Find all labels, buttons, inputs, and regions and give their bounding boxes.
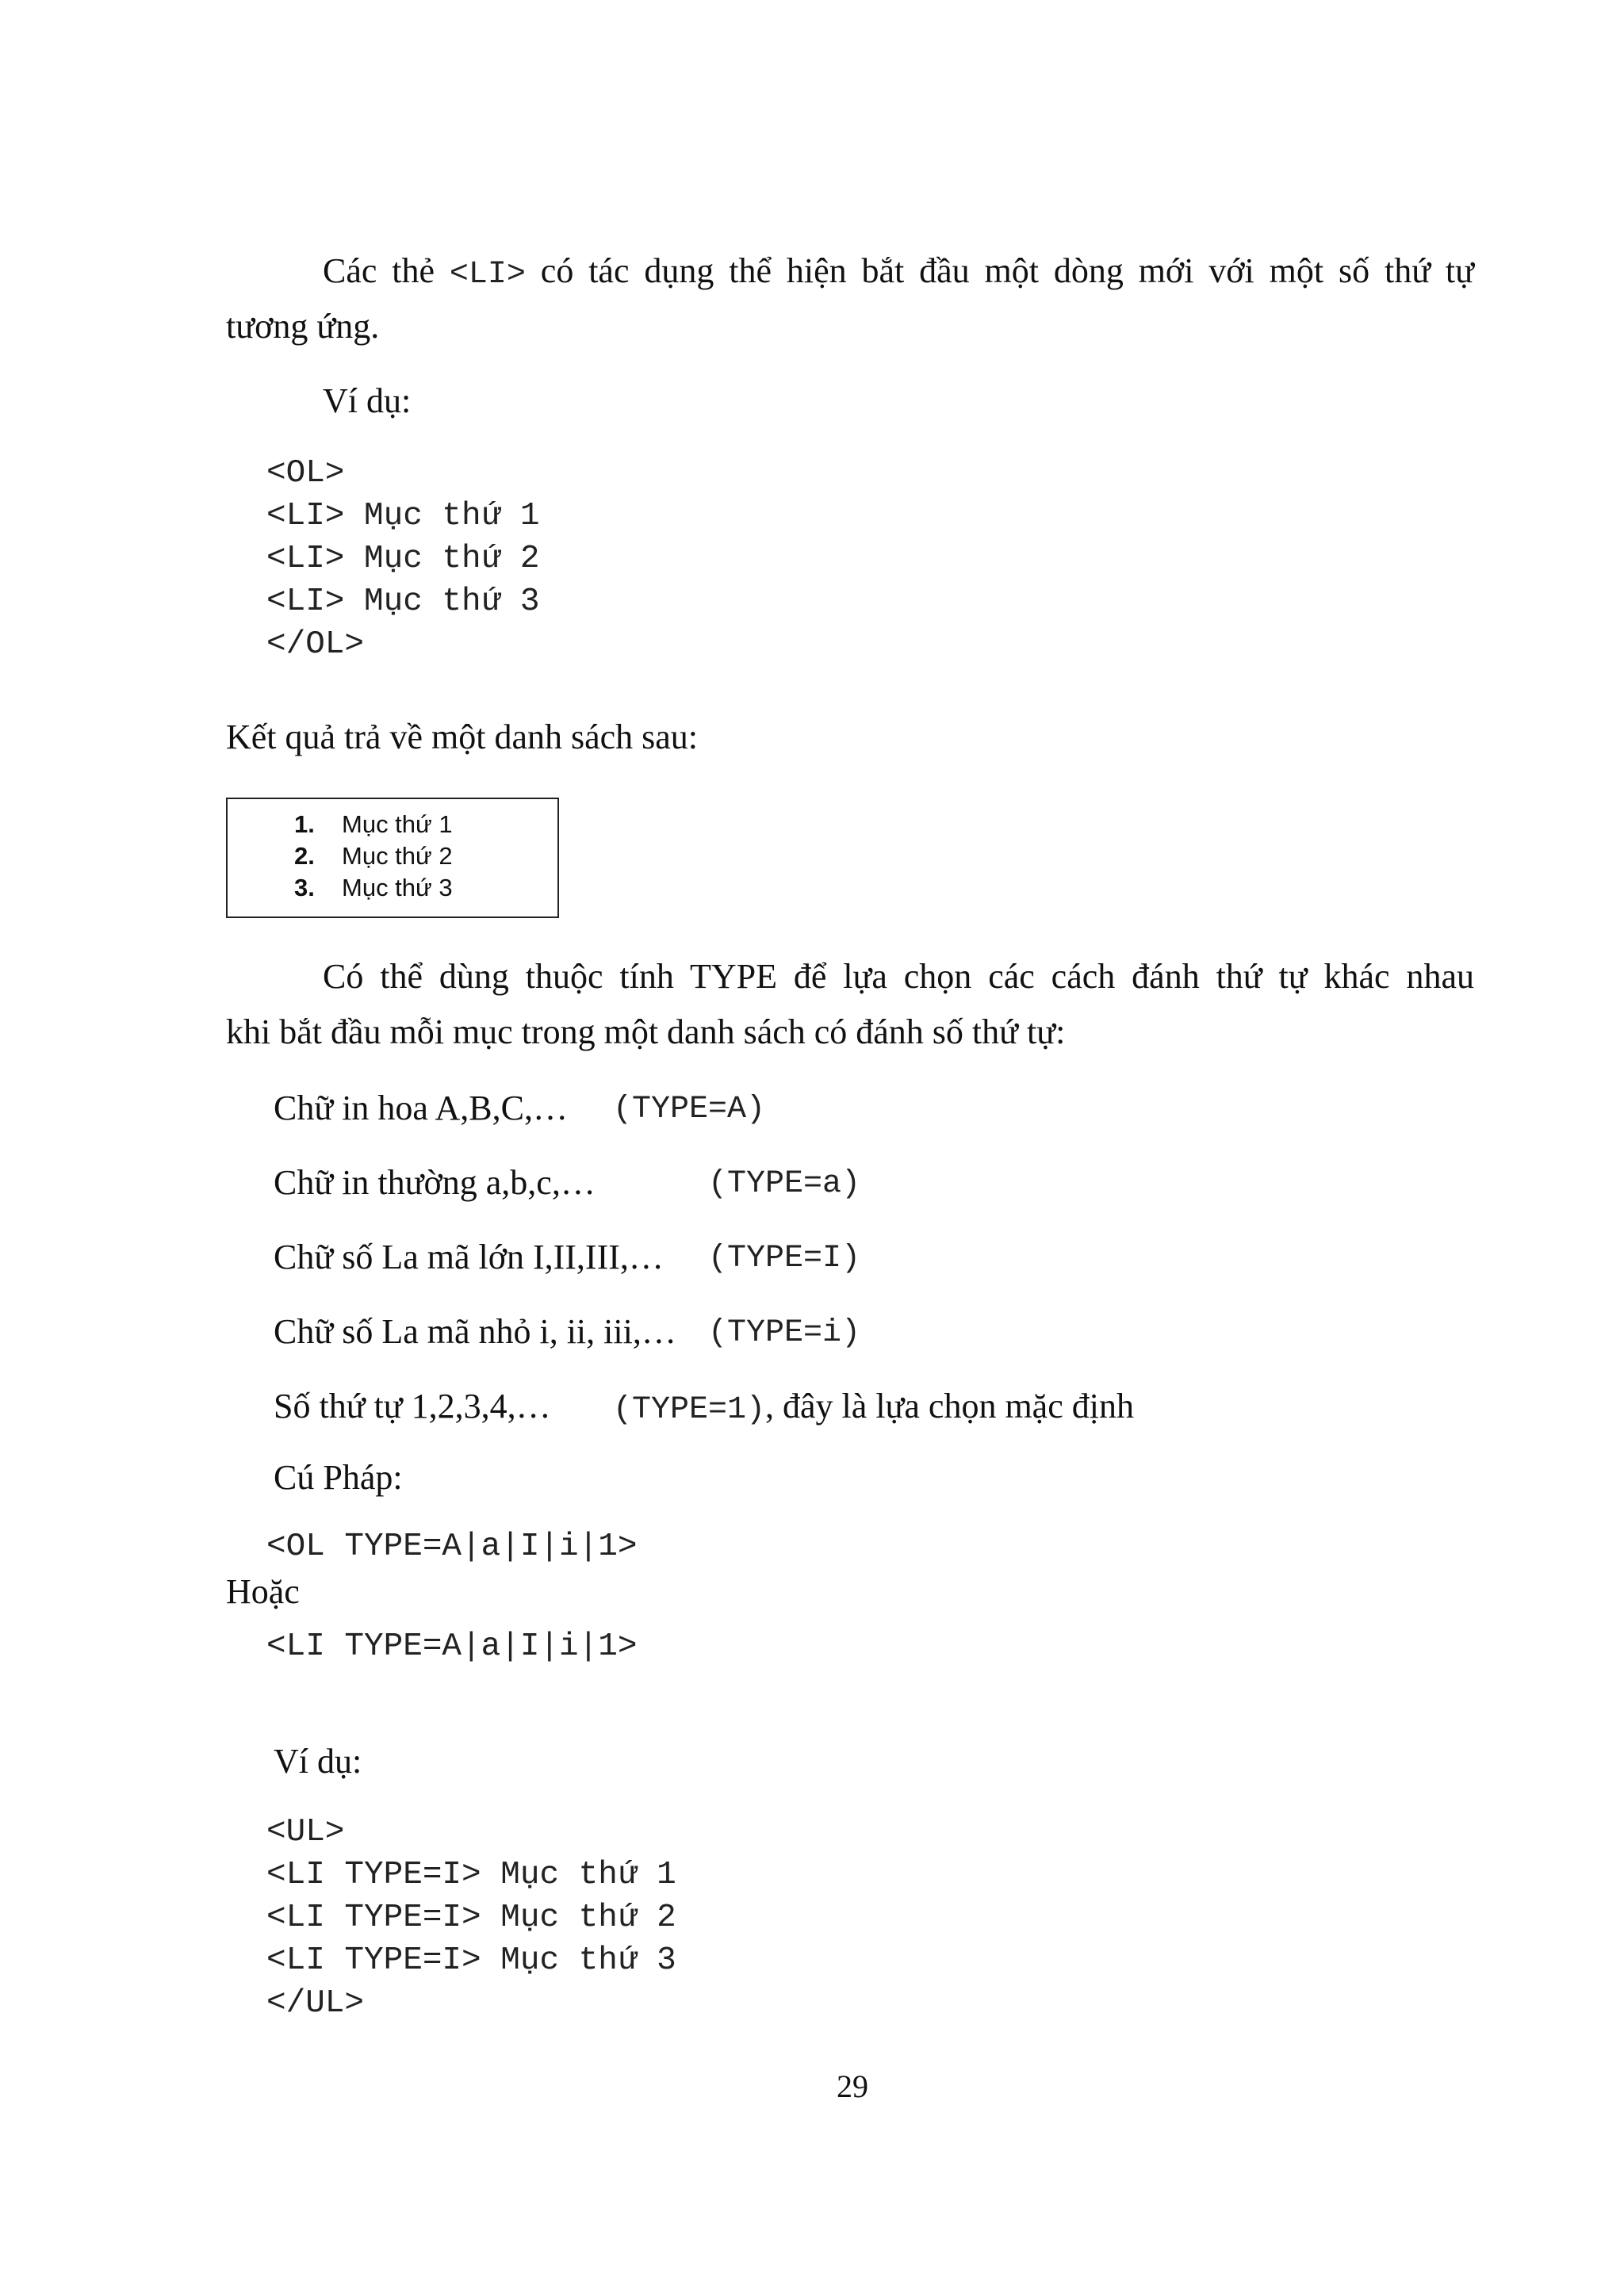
list-number: 1. — [294, 810, 315, 838]
result-box — [226, 798, 559, 918]
type-label: Chữ số La mã lớn I,II,III,… — [274, 1238, 664, 1276]
type-code: (TYPE=a) — [708, 1166, 861, 1202]
type-label: Số thứ tự 1,2,3,4,… — [274, 1387, 551, 1425]
list-item — [294, 872, 453, 904]
syntax-or: Hoặc — [226, 1572, 300, 1611]
code-line: <LI> Mục thứ 2 — [266, 541, 540, 577]
example2-label: Ví dụ: — [274, 1742, 362, 1781]
page-number: 29 — [837, 2068, 868, 2104]
type-paragraph-line-2: khi bắt đầu mỗi mục trong một danh sách có đánh số thứ tự: — [226, 1012, 1066, 1051]
list-item — [294, 840, 453, 872]
code-line: <LI TYPE=I> Mục thứ 2 — [266, 1900, 676, 1936]
syntax-code-li: <LI TYPE=A|a|I|i|1> — [266, 1628, 638, 1665]
intro-line-1 — [323, 251, 1474, 296]
type-code: (TYPE=A) — [613, 1092, 766, 1127]
code-line: </UL> — [266, 1985, 365, 2022]
type-code: (TYPE=i) — [708, 1315, 861, 1351]
intro-tag: <LI> — [449, 257, 526, 293]
code-line: <LI TYPE=I> Mục thứ 3 — [266, 1942, 676, 1979]
type-option — [274, 1162, 861, 1203]
type-paragraph-line-1: Có thể dùng thuộc tính TYPE để lựa chọn các cách đánh thứ tự khác nhau — [323, 957, 1474, 996]
type-label: Chữ số La mã nhỏ i, ii, iii,… — [274, 1312, 676, 1351]
type-suffix: , đây là lựa chọn mặc định — [765, 1387, 1134, 1425]
list-label: Mục thứ 1 — [342, 810, 453, 838]
type-option — [274, 1088, 766, 1129]
example2-code — [266, 1811, 676, 2025]
list-label: Mục thứ 3 — [342, 874, 453, 901]
type-code: (TYPE=I) — [708, 1241, 861, 1276]
intro-line-2: tương ứng. — [226, 307, 380, 346]
type-option — [274, 1237, 861, 1278]
list-label: Mục thứ 2 — [342, 842, 453, 870]
code-line: <OL> — [266, 455, 345, 492]
syntax-label: Cú Pháp: — [274, 1458, 403, 1497]
type-label: Chữ in thường a,b,c,… — [274, 1163, 596, 1202]
result-list — [294, 809, 453, 904]
syntax-code-ol: <OL TYPE=A|a|I|i|1> — [266, 1529, 638, 1565]
example1-label: Ví dụ: — [323, 381, 412, 420]
list-number: 2. — [294, 842, 315, 870]
code-line: <LI> Mục thứ 1 — [266, 498, 540, 534]
type-option — [274, 1386, 1134, 1428]
code-line: <LI> Mục thứ 3 — [266, 584, 540, 620]
list-number: 3. — [294, 874, 315, 901]
intro-text-before: Các thẻ — [323, 251, 450, 290]
type-option — [274, 1311, 861, 1353]
code-line: </OL> — [266, 626, 365, 663]
code-line: <LI TYPE=I> Mục thứ 1 — [266, 1857, 676, 1893]
type-code: (TYPE=1) — [613, 1392, 766, 1428]
list-item — [294, 809, 453, 840]
type-label: Chữ in hoa A,B,C,… — [274, 1089, 568, 1127]
example1-code — [266, 452, 539, 666]
code-line: <UL> — [266, 1814, 345, 1850]
intro-text-after: có tác dụng thể hiện bắt đầu một dòng mới với một số thứ tự — [525, 251, 1474, 290]
result-intro: Kết quả trả về một danh sách sau: — [226, 718, 699, 756]
